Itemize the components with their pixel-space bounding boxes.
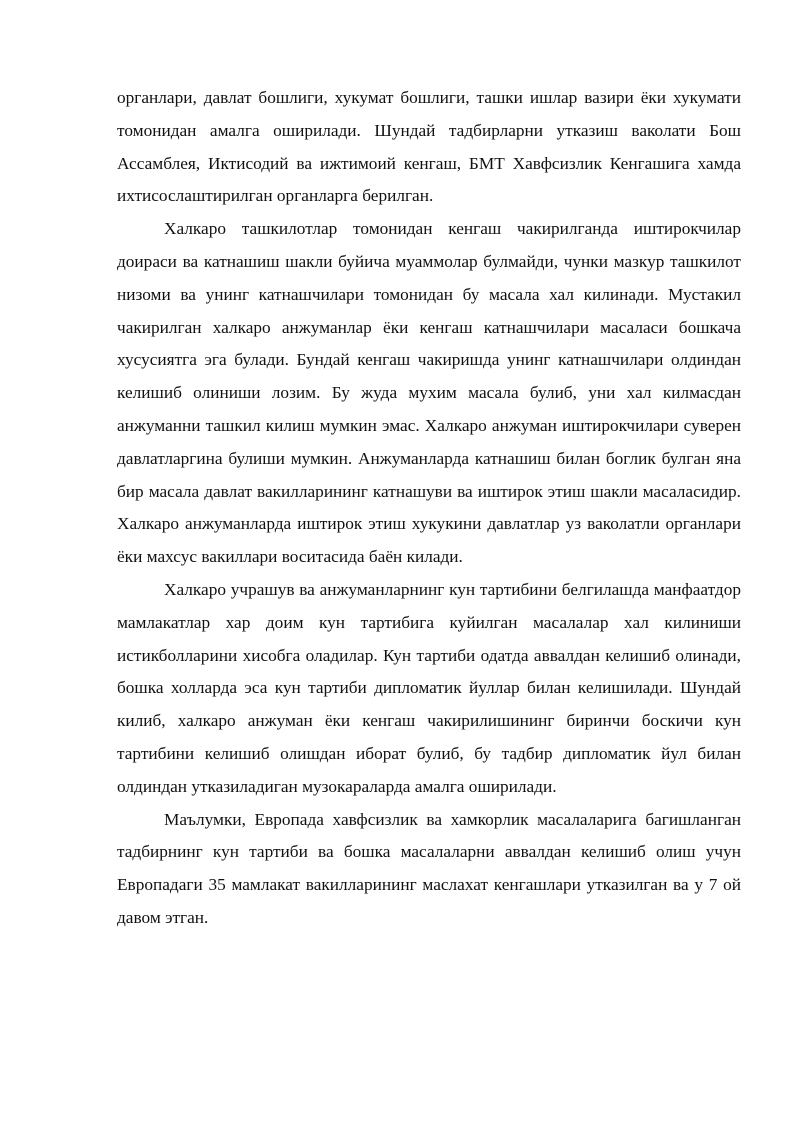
paragraph-continuation: органлари, давлат бошлиги, хукумат бошлиги, ташки ишлар вазири ёки хукумати томонидан амалга оширилади. Шундай тадбирларни утказиш ваколати Бош Ассамблея, Иктисодий ва ижтимоий кенгаш, БМТ Хавфсизлик Кенгашига хамда ихтисослаштирилган органларга берилган. bbox=[117, 88, 741, 206]
document-body bbox=[117, 82, 741, 935]
paragraph-agenda: Халкаро учрашув ва анжуманларнинг кун тартибини белгилашда манфаатдор мамлакатлар хар доим кун тартибига куйилган масалалар хал килиниши истикболларини хисобга оладилар. Кун тартиби одатда аввалдан келишиб олинади, бошка холларда эса кун тартиби дипломатик йуллар билан келишилади. Шундай килиб, халкаро анжуман ёки кенгаш чакирилишининг биринчи боскичи кун тартибини келишиб олишдан иборат булиб, бу тадбир дипломатик йул билан олдиндан утказиладиган музокараларда амалга оширилади. bbox=[117, 579, 741, 796]
paragraph-europe-example: Маълумки, Европада хавфсизлик ва хамкорлик масалаларига багишланган тадбирнинг кун тартиби ва бошка масалаларни аввалдан келишиб олиш учун Европадаги 35 мамлакат вакилларининг маслахат кенгашлари утказилган ва у 7 ой давом этган. bbox=[117, 809, 741, 927]
paragraph-participants: Халкаро ташкилотлар томонидан кенгаш чакирилганда иштирокчилар доираси ва катнашиш шакли буйича муаммолар булмайди, чунки мазкур ташкилот низоми ва унинг катнашчилари томонидан бу масала хал килинади. Мустакил чакирилган халкаро анжуманлар ёки кенгаш катнашчилари масаласи бошкача хусусиятга эга булади. Бундай кенгаш чакиришда унинг катнашчилари олдиндан келишиб олиниши лозим. Бу жуда мухим масала булиб, уни хал килмасдан анжуманни ташкил килиш мумкин эмас. Халкаро анжуман иштирокчилари суверен давлатларгина булиши мумкин. Анжуманларда катнашиш билан боглик булган яна бир масала давлат вакилларининг катнашуви ва иштирок этиш шакли масаласидир. Халкаро анжуманларда иштирок этиш хукукини давлатлар уз ваколатли органлари ёки махсус вакиллари воситасида баён килади. bbox=[117, 219, 741, 567]
